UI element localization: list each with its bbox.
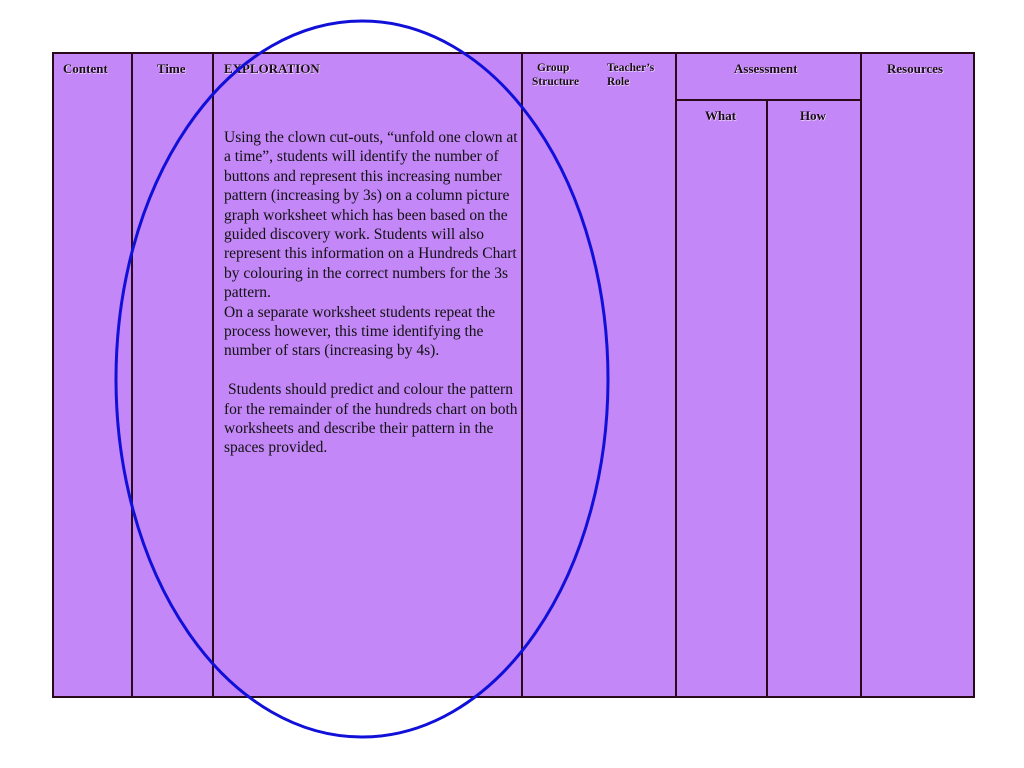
- exploration-paragraph-3: Students should predict and colour the pattern for the remainder of the hundreds chart on both worksheets and describe their pattern in the spaces provided.: [224, 381, 518, 457]
- header-teachers-line2: Role: [607, 76, 630, 88]
- header-content: Content: [63, 61, 108, 76]
- column-divider-exploration-group: [521, 52, 523, 698]
- header-group-line1: Group: [537, 62, 570, 74]
- exploration-description: [224, 128, 520, 458]
- table-left-border: [52, 52, 54, 698]
- header-time: Time: [157, 61, 186, 76]
- header-group-structure: [532, 61, 579, 89]
- header-teachers-line1: Teacher’s: [607, 62, 655, 74]
- column-divider-group-assessment: [675, 52, 677, 698]
- header-exploration: EXPLORATION: [224, 61, 320, 76]
- assessment-divider: [676, 99, 861, 101]
- column-divider-content-time: [131, 52, 133, 698]
- table-top-border: [52, 52, 975, 54]
- header-teachers-role: [607, 61, 654, 89]
- exploration-paragraph-2: On a separate worksheet students repeat the process however, this time identifying the number of stars (increasing by 4s).: [224, 303, 496, 360]
- column-divider-assessment-resources: [860, 52, 862, 698]
- header-resources: Resources: [887, 61, 944, 76]
- exploration-paragraph-1: Using the clown cut-outs, “unfold one clown at a time”, students will identify the number of buttons and represent this increasing number pattern (increasing by 3s) on a column picture graph worksheet which has been based on the guided discovery work. Students will also represent this information on a Hundreds Chart by colouring in the correct numbers for the 3s pattern.: [224, 129, 518, 302]
- header-how: How: [800, 108, 826, 123]
- table-bottom-border: [52, 696, 975, 698]
- table-right-border: [973, 52, 975, 698]
- header-assessment: Assessment: [734, 61, 798, 76]
- header-group-line2: Structure: [532, 76, 580, 88]
- column-divider-time-exploration: [212, 52, 214, 698]
- header-what: What: [705, 108, 737, 123]
- column-divider-what-how: [766, 99, 768, 698]
